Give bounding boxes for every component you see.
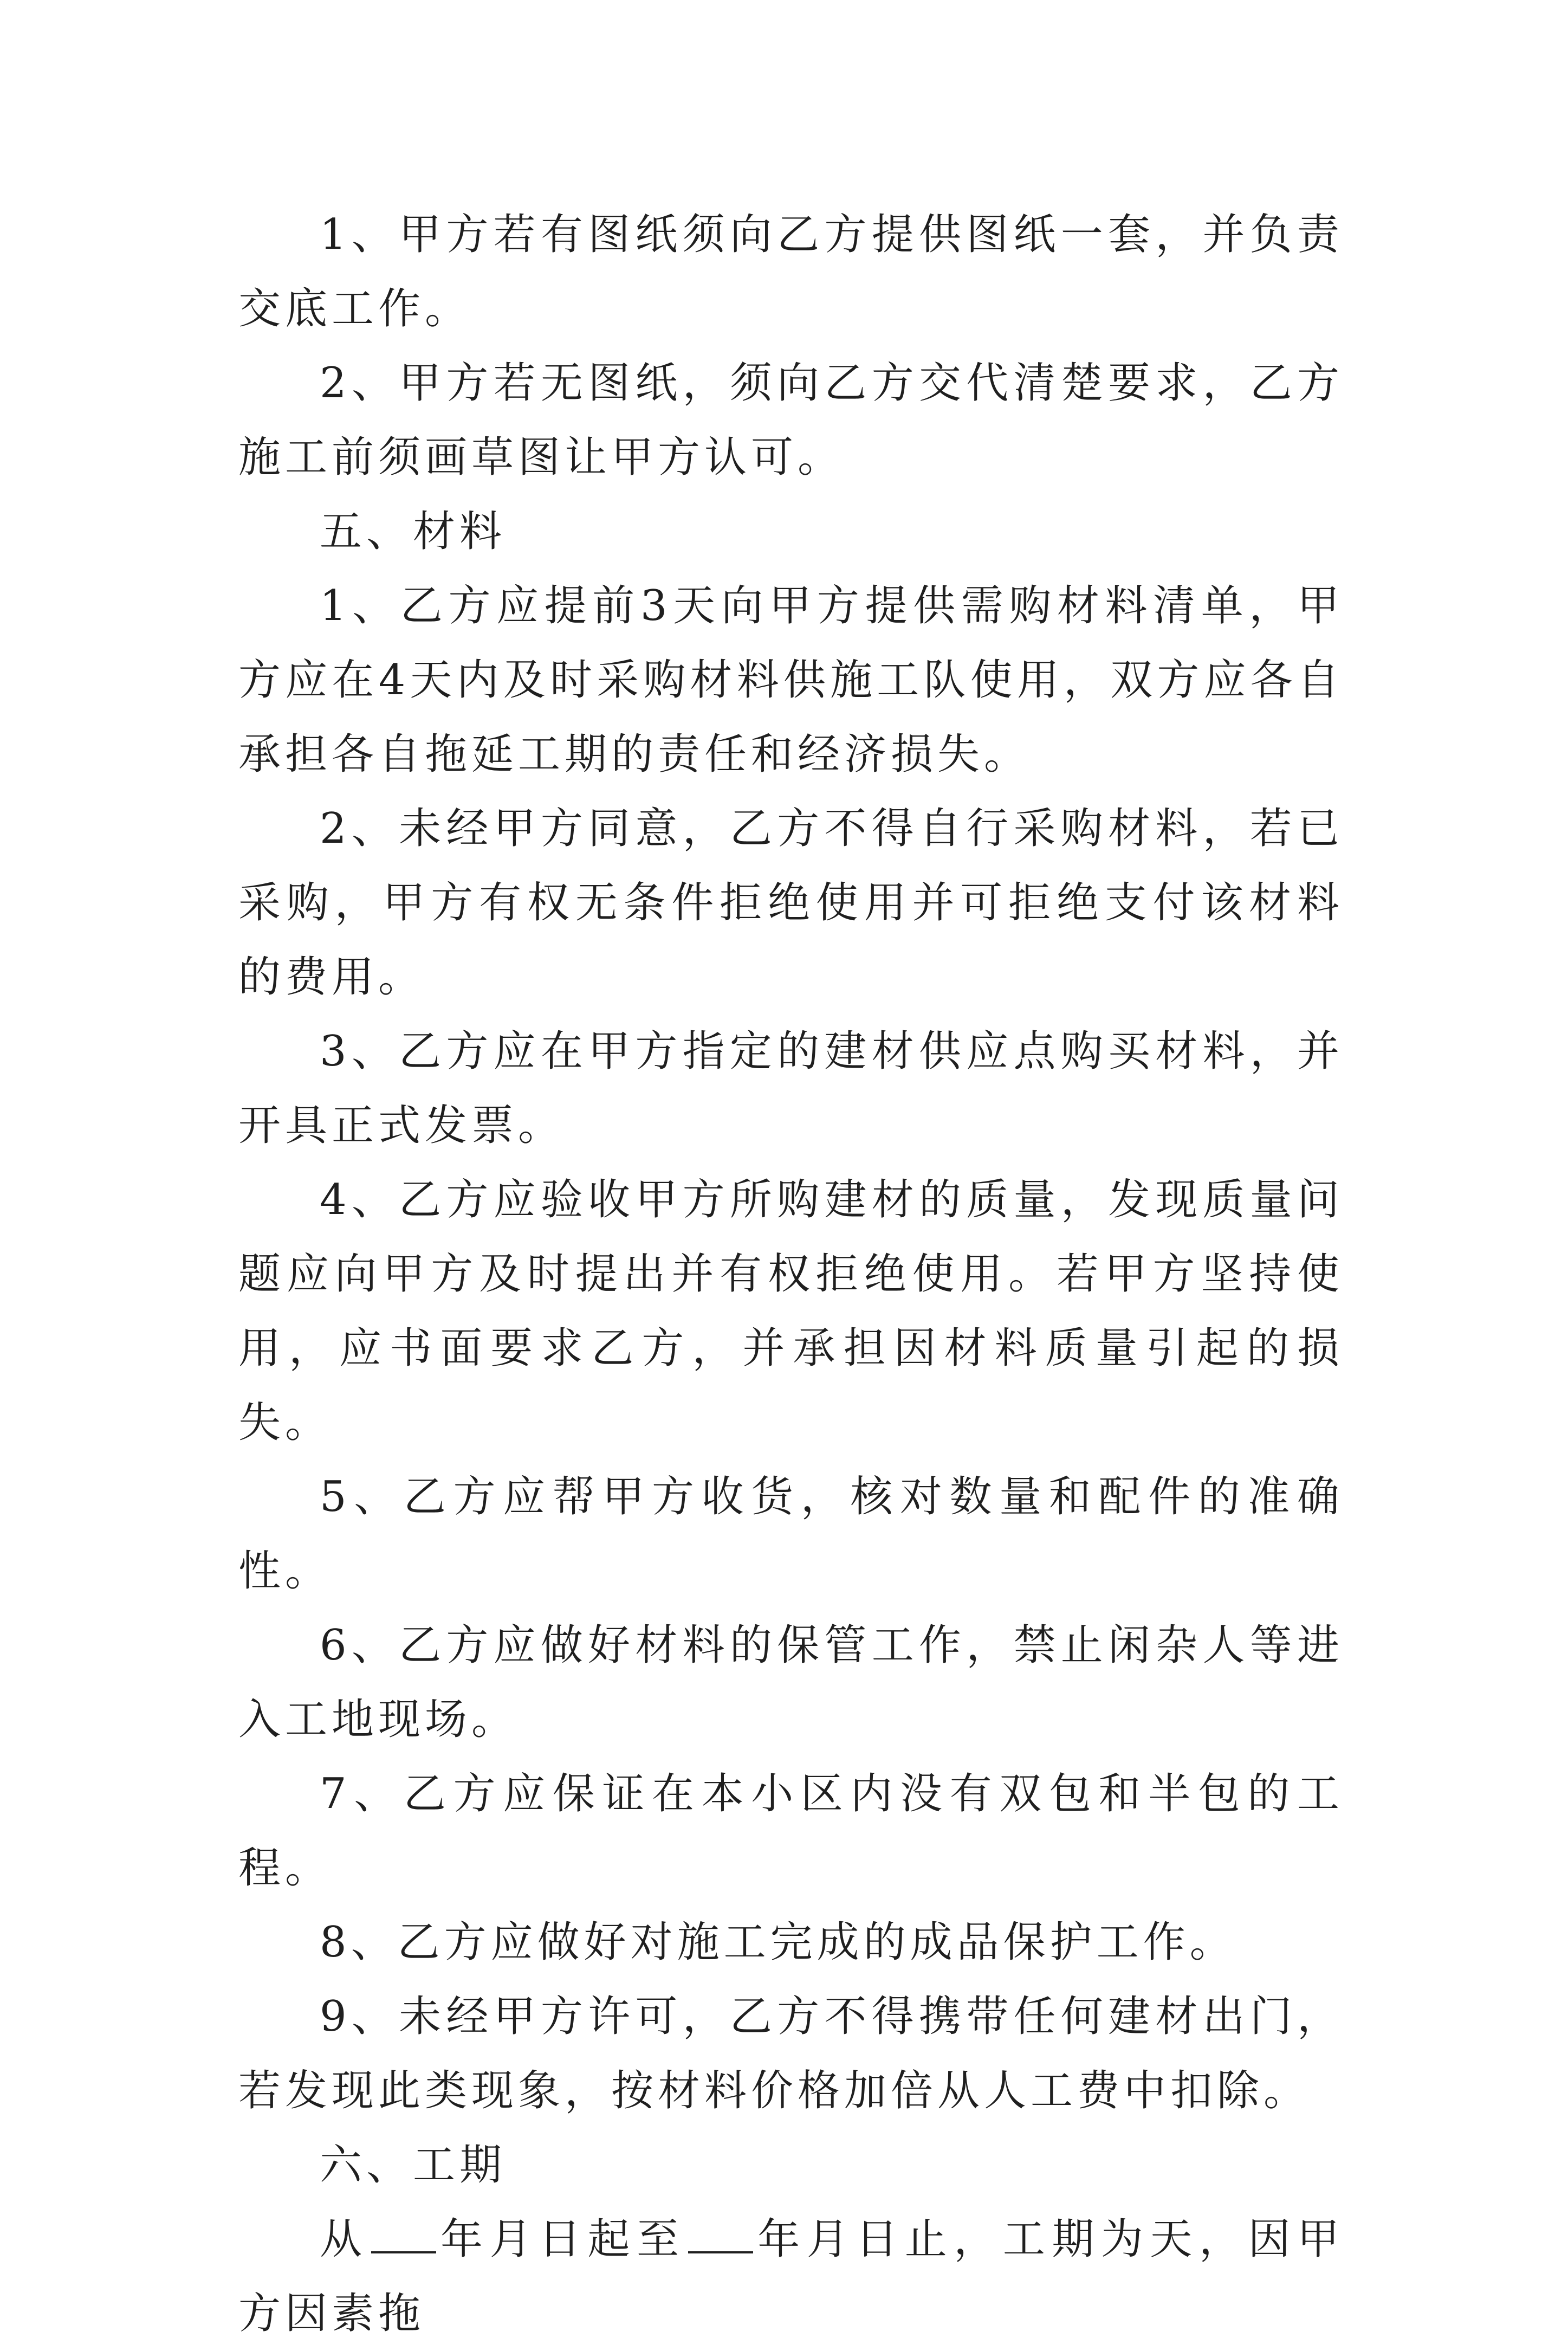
clause-finished-protection: 8、乙方应做好对施工完成的成品保护工作。 [320, 1918, 1236, 1967]
schedule-end-date: 年月日止，工期为天，因甲方因素拖 [238, 2215, 1344, 2338]
clause-no-subcontract: 7、乙方应保证在本小区内没有双包和半包的工程。 [238, 1769, 1344, 1893]
schedule-from: 从 [320, 2215, 369, 2264]
clause-no-removal: 9、未经甲方许可，乙方不得携带任何建材出门，若发现此类现象，按材料价格加倍从人工费中扣除。 [238, 1992, 1344, 2115]
start-year-blank [371, 2213, 436, 2253]
document-body [238, 198, 1344, 2351]
section-heading-schedule: 六、工期 [320, 2141, 507, 2189]
clause-no-drawings: 2、甲方若无图纸，须向乙方交代清楚要求，乙方施工前须画草图让甲方认可。 [238, 359, 1344, 482]
clause-drawings-provided: 1、甲方若有图纸须向乙方提供图纸一套，并负责交底工作。 [238, 210, 1344, 333]
section-heading-materials: 五、材料 [320, 507, 507, 556]
clause-quality-inspection: 4、乙方应验收甲方所购建材的质量，发现质量问题应向甲方及时提出并有权拒绝使用。若甲方坚持使用，应书面要求乙方，并承担因材料质量引起的损失。 [238, 1176, 1344, 1447]
clause-designated-supplier: 3、乙方应在甲方指定的建材供应点购买材料，并开具正式发票。 [238, 1027, 1344, 1150]
clause-schedule-period [238, 2203, 1344, 2351]
clause-material-list: 1、乙方应提前3天向甲方提供需购材料清单，甲方应在4天内及时采购材料供施工队使用，双方应各自承担各自拖延工期的责任和经济损失。 [238, 582, 1344, 779]
clause-no-self-purchase: 2、未经甲方同意，乙方不得自行采购材料，若已采购，甲方有权无条件拒绝使用并可拒绝支付该材料的费用。 [238, 804, 1344, 1002]
schedule-start-date: 年月日起至 [438, 2215, 686, 2264]
clause-material-custody: 6、乙方应做好材料的保管工作，禁止闲杂人等进入工地现场。 [238, 1621, 1344, 1744]
end-year-blank [688, 2213, 753, 2253]
clause-receive-goods: 5、乙方应帮甲方收货，核对数量和配件的准确性。 [238, 1472, 1344, 1596]
